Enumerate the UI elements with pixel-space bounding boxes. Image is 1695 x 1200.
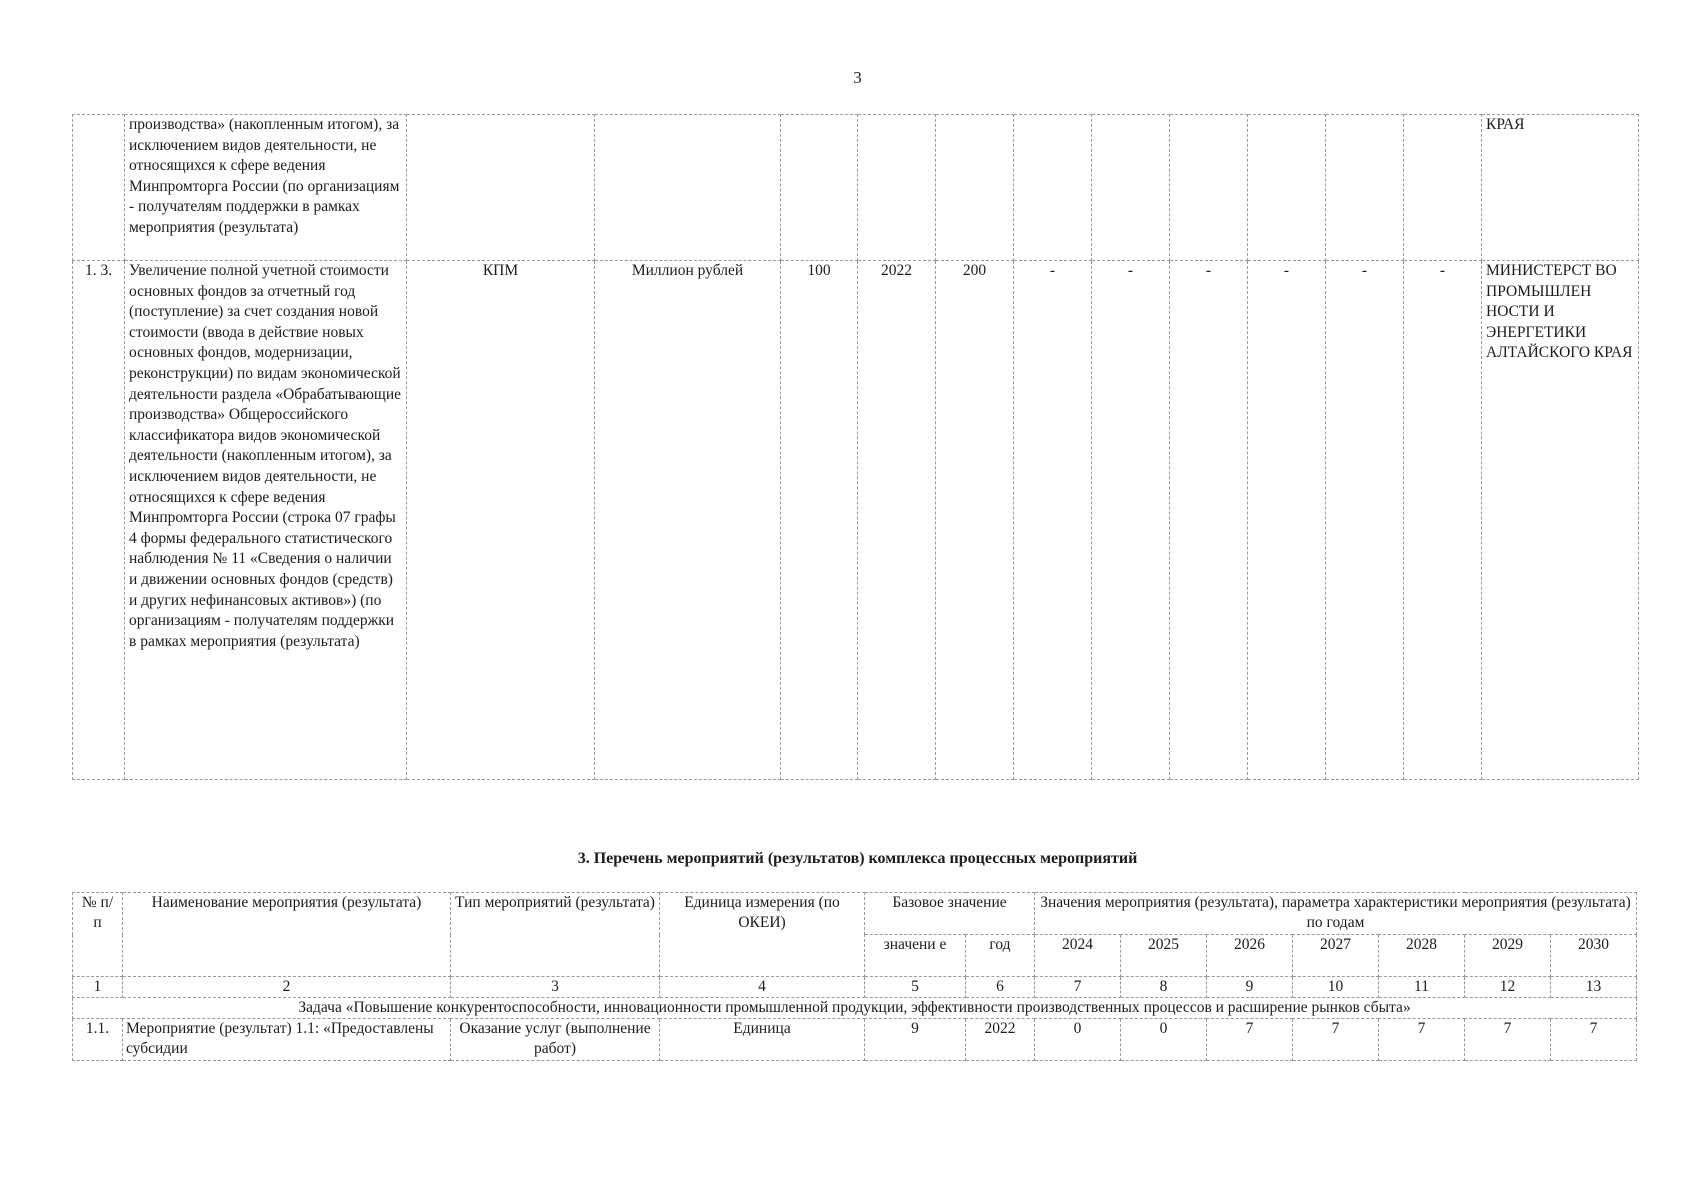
col-header-year: 2026 (1207, 935, 1293, 977)
col-header-base-value: значени е (865, 935, 966, 977)
indicator-name: производства» (накопленным итогом), за исключением видов деятельности, не относящихся к сфере ведения Минпромторга России (по организациям - получателям поддержки в рамках мероприятия (результата) (125, 115, 407, 261)
column-number: 6 (966, 977, 1035, 998)
row-number: 1. 3. (73, 261, 125, 780)
column-number-row (73, 977, 1637, 998)
year-value: - (1014, 261, 1092, 780)
column-number: 11 (1379, 977, 1465, 998)
year-value: 7 (1465, 1019, 1551, 1061)
base-year: 2022 (858, 261, 936, 780)
row-number (73, 115, 125, 261)
year-value: 0 (1035, 1019, 1121, 1061)
col-header-year: 2030 (1551, 935, 1637, 977)
base-value: 200 (936, 261, 1014, 780)
page-number: 3 (853, 68, 862, 87)
col-header-year: 2027 (1293, 935, 1379, 977)
row-number: 1.1. (73, 1019, 123, 1061)
col-header-unit: Единица измерения (по ОКЕИ) (660, 893, 865, 977)
indicator-type: КПМ (407, 261, 595, 780)
col-header-values: Значения мероприятия (результата), параметра характеристики мероприятия (результата) по годам (1035, 893, 1637, 935)
column-number: 13 (1551, 977, 1637, 998)
measure-name: Мероприятие (результат) 1.1: «Предоставлены субсидии (123, 1019, 451, 1061)
base-value: 9 (865, 1019, 966, 1061)
header-row (73, 893, 1637, 935)
table-row (73, 261, 1639, 780)
col-header-year: 2025 (1121, 935, 1207, 977)
year-value: 7 (1551, 1019, 1637, 1061)
year-value: - (1092, 261, 1170, 780)
column-number: 4 (660, 977, 865, 998)
column-number: 7 (1035, 977, 1121, 998)
measures-table (72, 892, 1637, 1061)
col-header-base: Базовое значение (865, 893, 1035, 935)
okei-code: 100 (781, 261, 858, 780)
unit: Миллион рублей (595, 261, 781, 780)
column-number: 2 (123, 977, 451, 998)
column-number: 12 (1465, 977, 1551, 998)
indicator-name: Увеличение полной учетной стоимости основных фондов за отчетный год (поступление) за счет создания новой стоимости (ввода в действие новых основных фондов, модернизации, реконструкции) по видам экономической деятельности раздела «Обрабатывающие производства» Общероссийского классификатора видов экономической деятельности (накопленным итогом), за исключением видов деятельности, не относящихся к сфере ведения Минпромторга России (строка 07 графы 4 формы федерального статистического наблюдения № 11 «Сведения о наличии и движении основных фондов (средств) и других нефинансовых активов») (по организациям - получателям поддержки в рамках мероприятия (результата) (125, 261, 407, 780)
year-value: - (1326, 261, 1404, 780)
col-header-year: 2028 (1379, 935, 1465, 977)
responsible-org: КРАЯ (1482, 115, 1639, 261)
year-value: - (1404, 261, 1482, 780)
column-number: 5 (865, 977, 966, 998)
section-title: 3. Перечень мероприятий (результатов) комплекса процессных мероприятий (577, 850, 1138, 867)
column-number: 9 (1207, 977, 1293, 998)
col-header-type: Тип мероприятий (результата) (451, 893, 660, 977)
year-value: 7 (1207, 1019, 1293, 1061)
col-header-name: Наименование мероприятия (результата) (123, 893, 451, 977)
year-value: - (1248, 261, 1326, 780)
year-value: 7 (1293, 1019, 1379, 1061)
year-value: 7 (1379, 1019, 1465, 1061)
column-number: 10 (1293, 977, 1379, 998)
unit: Единица (660, 1019, 865, 1061)
measure-type: Оказание услуг (выполнение работ) (451, 1019, 660, 1061)
task-row (73, 998, 1637, 1019)
col-header-num: № п/ п (73, 893, 123, 977)
upper-indicators-table (72, 114, 1639, 780)
base-year: 2022 (966, 1019, 1035, 1061)
column-number: 1 (73, 977, 123, 998)
col-header-year: 2029 (1465, 935, 1551, 977)
task-title: Задача «Повышение конкурентоспособности, инновационности промышленной продукции, эффективности производственных процессов и расширение рынков сбыта» (73, 998, 1637, 1019)
col-header-year: 2024 (1035, 935, 1121, 977)
table-row (73, 1019, 1637, 1061)
col-header-base-year: год (966, 935, 1035, 977)
table-row (73, 115, 1639, 261)
year-value: 0 (1121, 1019, 1207, 1061)
responsible-org: МИНИСТЕРСТ ВО ПРОМЫШЛЕН НОСТИ И ЭНЕРГЕТИКИ АЛТАЙСКОГО КРАЯ (1482, 261, 1639, 780)
year-value: - (1170, 261, 1248, 780)
column-number: 8 (1121, 977, 1207, 998)
column-number: 3 (451, 977, 660, 998)
